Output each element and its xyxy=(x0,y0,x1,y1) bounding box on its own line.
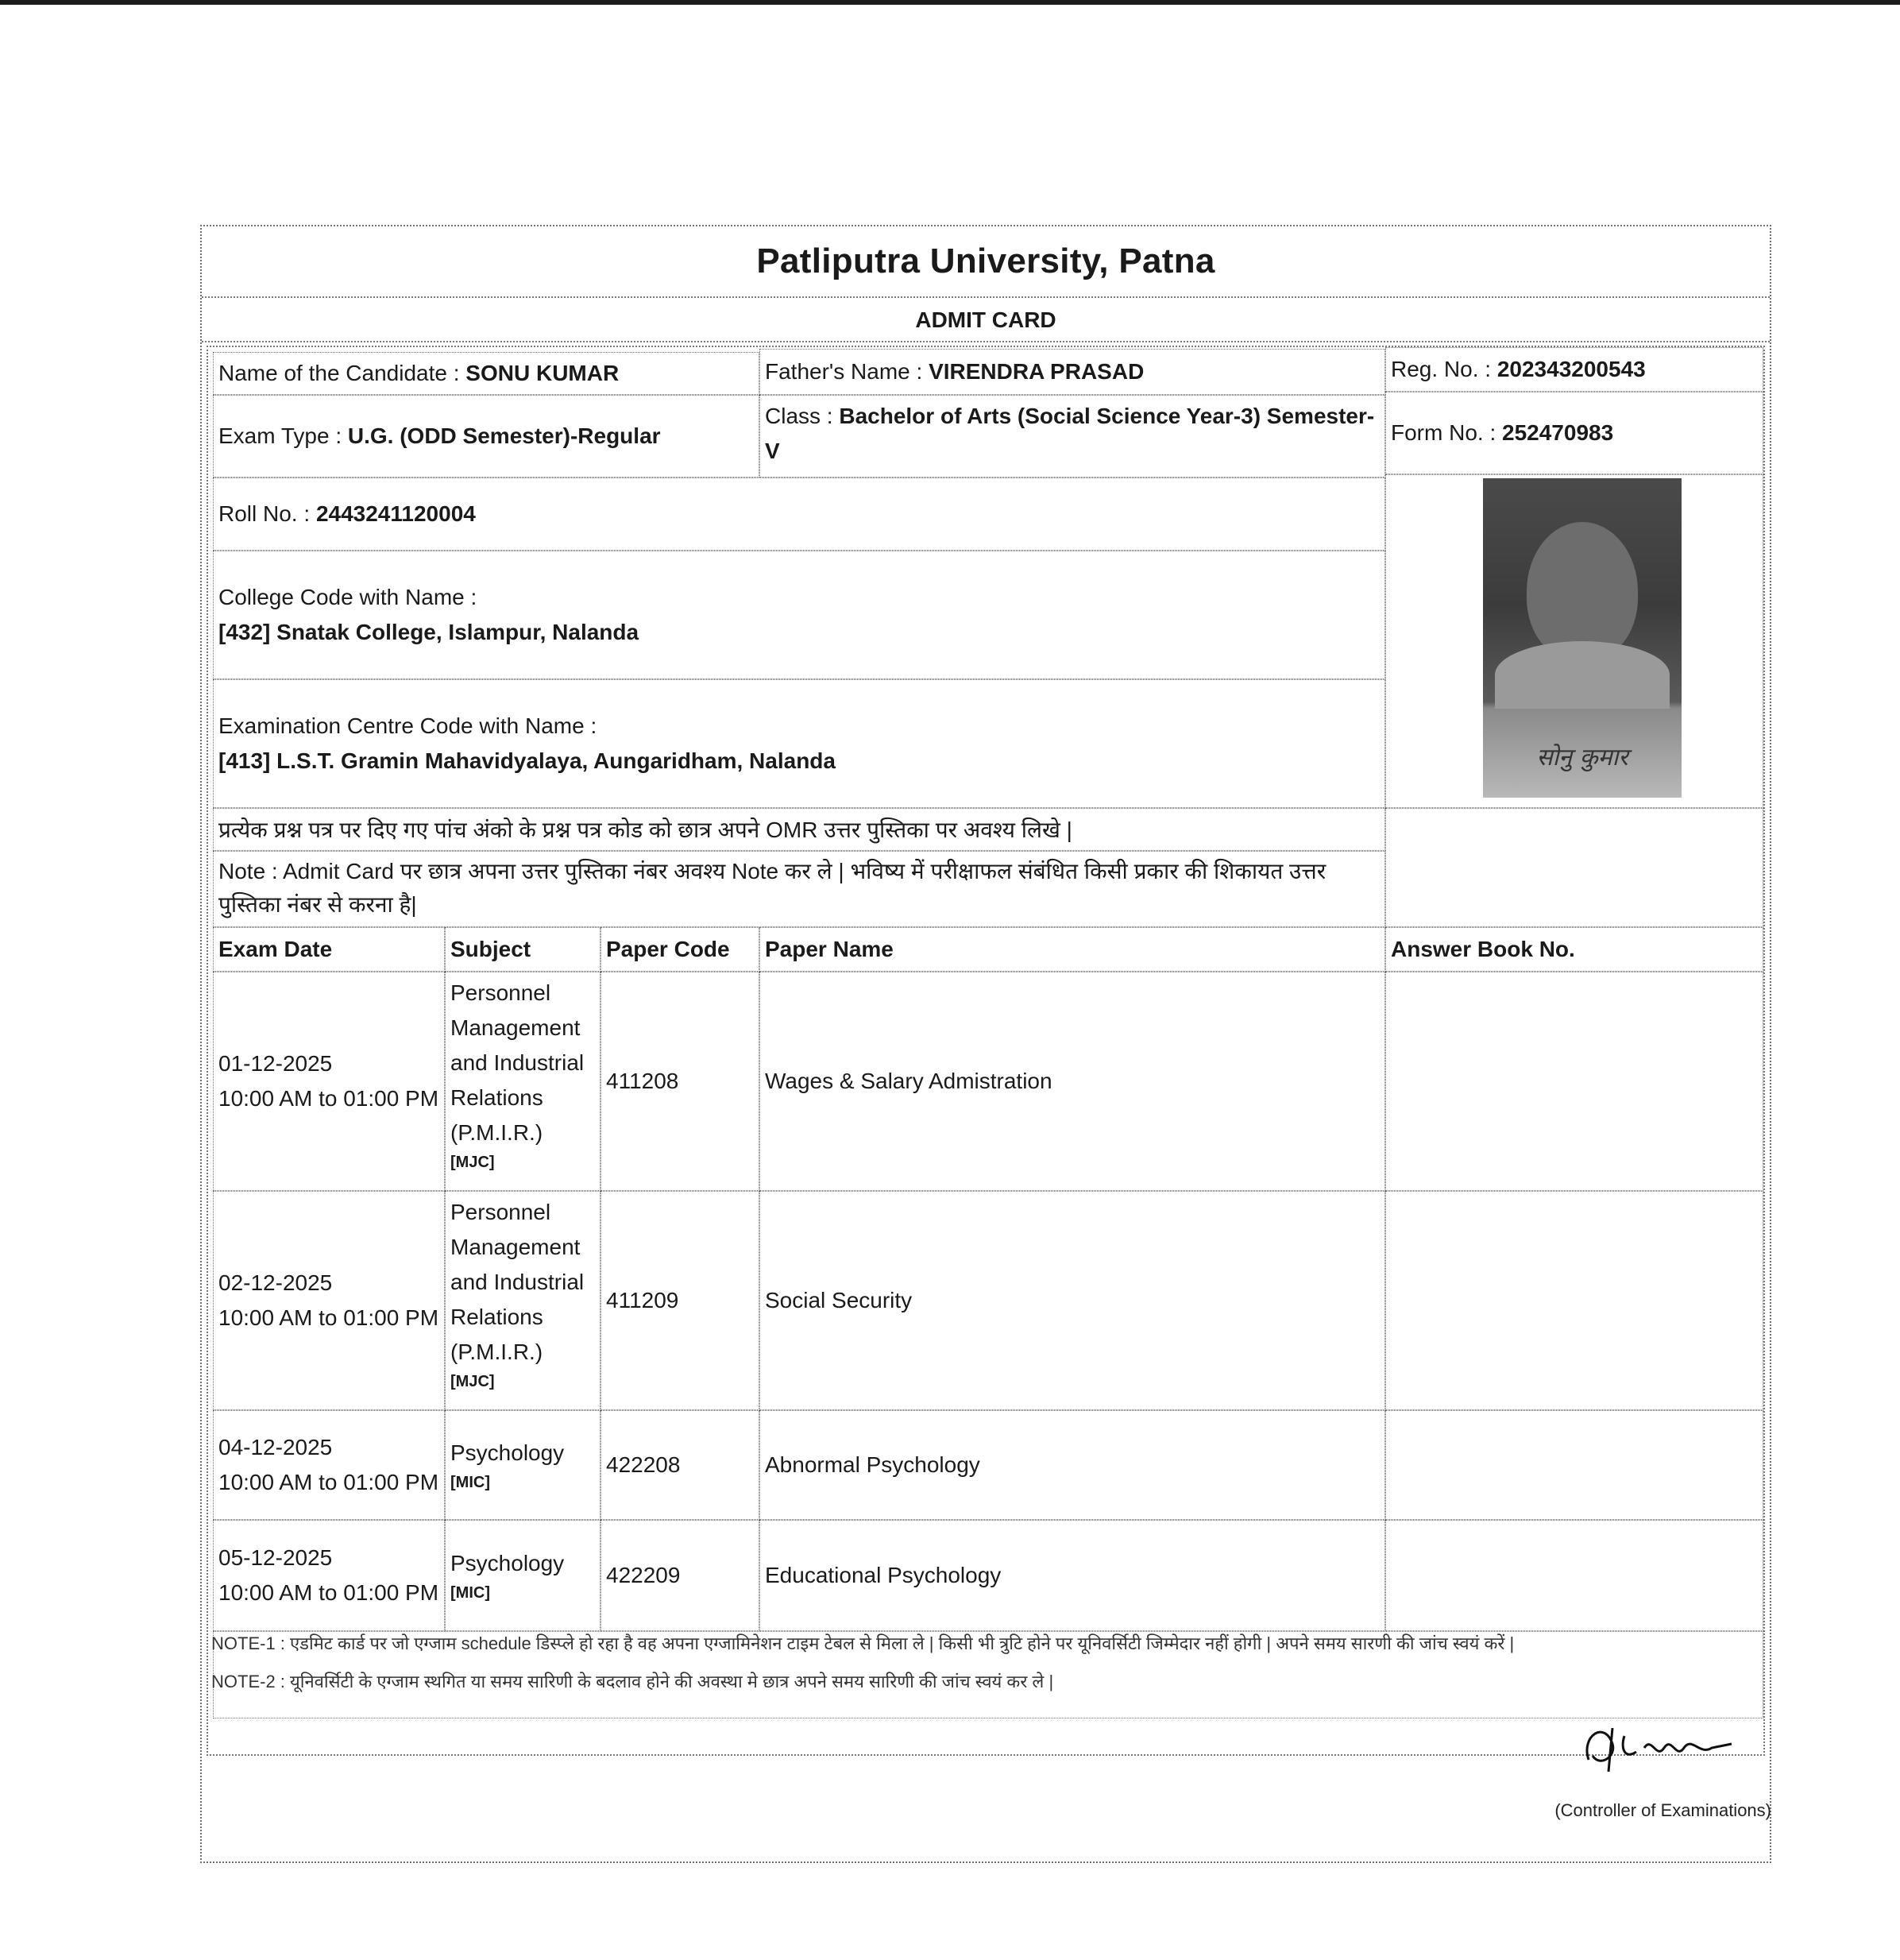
table-row-4-date xyxy=(213,1520,445,1631)
table-row-2-subject xyxy=(445,1191,601,1410)
controller-label: (Controller of Examinations) xyxy=(1554,1800,1771,1820)
roll-no-label: Roll No. : xyxy=(218,501,311,526)
father-name-cell xyxy=(759,349,1385,395)
candidate-name-label: Name of the Candidate : xyxy=(218,361,460,385)
college-cell xyxy=(213,551,1385,679)
controller-signature xyxy=(1565,1712,1763,1784)
class-label: Class : xyxy=(765,404,833,428)
college-name: [432] Snatak College, Islampur, Nalanda xyxy=(218,620,639,644)
row-3-paper: Abnormal Psychology xyxy=(759,1410,1385,1520)
row-1-answer-book xyxy=(1385,972,1763,1191)
candidate-name-cell xyxy=(213,352,759,395)
table-row-1-date xyxy=(213,972,445,1191)
row-2-tag: [MJC] xyxy=(450,1373,495,1390)
row-4-date: 05-12-2025 xyxy=(218,1545,333,1570)
exam-type-cell xyxy=(213,395,759,477)
class-cell xyxy=(759,395,1385,477)
candidate-photo xyxy=(1483,478,1682,798)
row-2-answer-book xyxy=(1385,1191,1763,1410)
instruction-note: Note : Admit Card पर छात्र अपना उत्तर पुस्तिका नंबर अवश्य Note कर ले | भविष्य में परीक्षाफल संबंधित किसी प्रकार की शिकायत उत्तर पुस्तिका नंबर से करना है| xyxy=(213,851,1385,927)
exam-type: U.G. (ODD Semester)-Regular xyxy=(347,423,661,448)
row-4-code: 422209 xyxy=(601,1520,759,1631)
row-4-subject: Psychology xyxy=(450,1551,565,1575)
reg-no-label: Reg. No. : xyxy=(1391,357,1492,381)
university-title: Patliputra University, Patna xyxy=(202,226,1770,298)
row-2-paper: Social Security xyxy=(759,1191,1385,1410)
admit-card-body xyxy=(207,346,1765,1756)
table-row-3-subject xyxy=(445,1410,601,1520)
row-3-code: 422208 xyxy=(601,1410,759,1520)
row-4-time: 10:00 AM to 01:00 PM xyxy=(218,1580,439,1605)
row-4-tag: [MIC] xyxy=(450,1584,490,1602)
class-value: Bachelor of Arts (Social Science Year-3) Semester-V xyxy=(765,404,1375,463)
photo-cell xyxy=(1385,474,1763,808)
photo-signature: सोनु कुमार xyxy=(1536,744,1628,771)
exam-type-label: Exam Type : xyxy=(218,423,342,448)
row-1-paper: Wages & Salary Admistration xyxy=(759,972,1385,1191)
row-3-tag: [MIC] xyxy=(450,1474,490,1491)
row-1-tag: [MJC] xyxy=(450,1154,495,1171)
header-answer-book: Answer Book No. xyxy=(1385,927,1763,972)
header-exam-date: Exam Date xyxy=(213,927,445,972)
row-2-code: 411209 xyxy=(601,1191,759,1410)
note-2: NOTE-2 : यूनिवर्सिटी के एग्जाम स्थगित या समय सारिणी के बदलाव होने की अवस्था मे छात्र अपने समय सारिणी की जांच स्वयं कर ले | xyxy=(211,1672,1054,1691)
admit-card-heading: ADMIT CARD xyxy=(202,300,1770,342)
note-1: NOTE-1 : एडमिट कार्ड पर जो एग्जाम schedule डिस्प्ले हो रहा है वह अपना एग्जामिनेशन टाइम टेबल से मिला ले | किसी भी त्रुटि होने पर यूनिवर्सिटी जिम्मेदार नहीं होगी | अपने समय सारणी की जांच स्वयं करें | xyxy=(211,1633,1515,1653)
row-2-time: 10:00 AM to 01:00 PM xyxy=(218,1305,439,1330)
roll-no-cell xyxy=(213,477,1385,551)
row-3-date: 04-12-2025 xyxy=(218,1435,333,1459)
reg-no-cell xyxy=(1385,347,1763,392)
header-paper-code: Paper Code xyxy=(601,927,759,972)
reg-no: 202343200543 xyxy=(1496,357,1646,381)
row-1-subject: Personnel Management and Industrial Relations (P.M.I.R.) xyxy=(450,980,585,1145)
notes-block xyxy=(211,1625,1760,1701)
table-row-2-date xyxy=(213,1191,445,1410)
row-1-time: 10:00 AM to 01:00 PM xyxy=(218,1086,439,1111)
instruction-blank-cell xyxy=(1385,808,1763,927)
row-4-paper: Educational Psychology xyxy=(759,1520,1385,1631)
row-3-answer-book xyxy=(1385,1410,1763,1520)
table-row-3-date xyxy=(213,1410,445,1520)
instruction-omr: प्रत्येक प्रश्न पत्र पर दिए गए पांच अंको के प्रश्न पत्र कोड को छात्र अपने OMR उत्तर पुस्तिका पर अवश्य लिखे | xyxy=(213,808,1385,851)
exam-centre-cell xyxy=(213,679,1385,808)
row-3-subject: Psychology xyxy=(450,1440,565,1465)
admit-card xyxy=(200,225,1771,1863)
candidate-name: SONU KUMAR xyxy=(465,361,620,385)
father-name-label: Father's Name : xyxy=(765,359,923,384)
row-4-answer-book xyxy=(1385,1520,1763,1631)
father-name: VIRENDRA PRASAD xyxy=(929,359,1145,384)
form-no: 252470983 xyxy=(1502,420,1614,445)
row-2-date: 02-12-2025 xyxy=(218,1270,333,1295)
header-subject: Subject xyxy=(445,927,601,972)
form-no-label: Form No. : xyxy=(1391,420,1496,445)
photo-face xyxy=(1527,522,1638,661)
exam-centre-name: [413] L.S.T. Gramin Mahavidyalaya, Aungaridham, Nalanda xyxy=(218,748,836,773)
roll-no: 2443241120004 xyxy=(315,501,476,526)
header-paper-name: Paper Name xyxy=(759,927,1385,972)
college-label: College Code with Name : xyxy=(218,585,477,609)
scan-top-edge xyxy=(0,0,1900,5)
row-3-time: 10:00 AM to 01:00 PM xyxy=(218,1470,439,1494)
photo-shoulders xyxy=(1495,641,1670,709)
row-2-subject: Personnel Management and Industrial Relations (P.M.I.R.) xyxy=(450,1200,585,1364)
form-no-cell xyxy=(1385,392,1763,474)
table-row-4-subject xyxy=(445,1520,601,1631)
exam-centre-label: Examination Centre Code with Name : xyxy=(218,713,597,738)
row-1-code: 411208 xyxy=(601,972,759,1191)
row-1-date: 01-12-2025 xyxy=(218,1051,333,1076)
table-row-1-subject xyxy=(445,972,601,1191)
